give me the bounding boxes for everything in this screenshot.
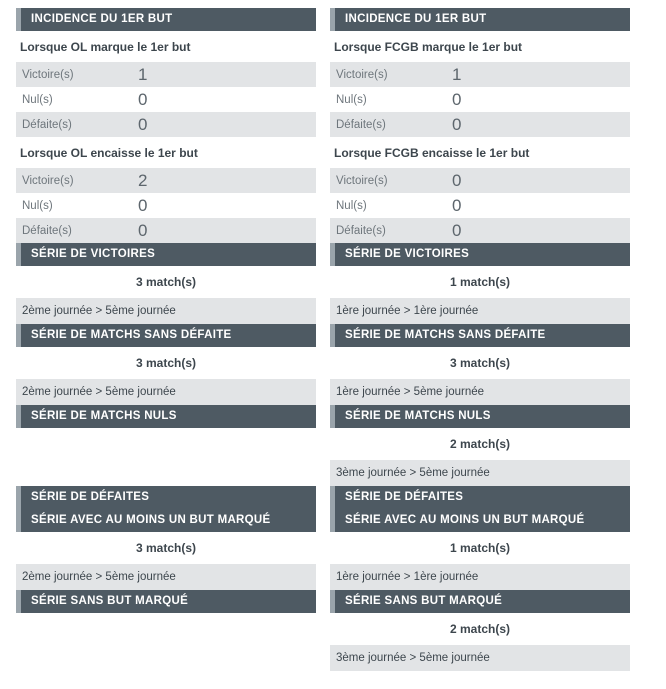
- section-serie-nuls-left: [16, 405, 316, 486]
- section-title-serie-victoires: SÉRIE DE VICTOIRES: [330, 243, 630, 266]
- section-title-serie-but-marque: SÉRIE AVEC AU MOINS UN BUT MARQUÉ: [16, 509, 316, 532]
- subtitle-encaisse-premier-but: Lorsque OL encaisse le 1er but: [20, 146, 198, 160]
- stat-label: Défaite(s): [22, 118, 72, 131]
- stat-label: Victoire(s): [336, 174, 388, 187]
- streak-range: 1ère journée > 1ère journée: [330, 564, 630, 590]
- section-serie-victoires-left: [16, 243, 316, 324]
- stat-value: 0: [138, 195, 148, 215]
- section-title-serie-defaites: SÉRIE DE DÉFAITES: [16, 486, 316, 509]
- streak-count: 3 match(s): [449, 356, 511, 370]
- section-incidence-right: [330, 8, 630, 243]
- stat-label: Nul(s): [22, 199, 53, 212]
- stat-value: 1: [138, 64, 148, 84]
- stat-row: [16, 168, 316, 193]
- streak-range: 3ème journée > 5ème journée: [330, 645, 630, 671]
- section-title-incidence: INCIDENCE DU 1ER BUT: [330, 8, 630, 31]
- streak-count: 3 match(s): [135, 356, 197, 370]
- section-title-serie-nuls: SÉRIE DE MATCHS NULS: [16, 405, 316, 428]
- section-serie-sans-but-left: [16, 590, 316, 613]
- section-serie-but-marque-left: [16, 509, 316, 590]
- streak-count: 3 match(s): [135, 275, 197, 289]
- stat-value: 0: [452, 220, 462, 240]
- section-serie-sans-but-right: [330, 590, 630, 671]
- section-title-serie-sans-but: SÉRIE SANS BUT MARQUÉ: [330, 590, 630, 613]
- subtitle-marque-premier-but: Lorsque FCGB marque le 1er but: [334, 40, 523, 54]
- stat-label: Défaite(s): [336, 118, 386, 131]
- streak-range: 1ère journée > 1ère journée: [330, 298, 630, 324]
- section-serie-nuls-right: [330, 405, 630, 486]
- stat-value: 0: [452, 195, 462, 215]
- stat-row: [16, 87, 316, 112]
- team-column-left: [16, 8, 316, 671]
- streak-range: 1ère journée > 5ème journée: [330, 379, 630, 405]
- stat-label: Victoire(s): [336, 68, 388, 81]
- streak-count: 1 match(s): [449, 275, 511, 289]
- section-title-serie-but-marque: SÉRIE AVEC AU MOINS UN BUT MARQUÉ: [330, 509, 630, 532]
- section-incidence-left: [16, 8, 316, 243]
- stat-row: [16, 193, 316, 218]
- stat-row: [330, 87, 630, 112]
- stat-row: [330, 193, 630, 218]
- stat-label: Nul(s): [22, 93, 53, 106]
- section-title-serie-nuls: SÉRIE DE MATCHS NULS: [330, 405, 630, 428]
- subtitle-encaisse-premier-but: Lorsque FCGB encaisse le 1er but: [334, 146, 530, 160]
- section-serie-sans-defaite-left: [16, 324, 316, 405]
- streak-count: [16, 428, 316, 460]
- stat-row: [330, 112, 630, 137]
- section-serie-but-marque-right: [330, 509, 630, 590]
- streak-count: 2 match(s): [449, 622, 511, 636]
- stat-label: Victoire(s): [22, 174, 74, 187]
- team-column-right: [330, 8, 630, 671]
- stat-value: 0: [138, 220, 148, 240]
- stat-value: 1: [452, 64, 462, 84]
- stat-row: [16, 62, 316, 87]
- stat-value: 0: [138, 114, 148, 134]
- stat-label: Nul(s): [336, 93, 367, 106]
- subtitle-marque-premier-but: Lorsque OL marque le 1er but: [20, 40, 191, 54]
- section-title-serie-sans-defaite: SÉRIE DE MATCHS SANS DÉFAITE: [330, 324, 630, 347]
- streak-count: 2 match(s): [449, 437, 511, 451]
- streak-range: 3ème journée > 5ème journée: [330, 460, 630, 486]
- section-serie-victoires-right: [330, 243, 630, 324]
- section-serie-defaites-right: [330, 486, 630, 509]
- section-serie-sans-defaite-right: [330, 324, 630, 405]
- stat-value: 0: [452, 114, 462, 134]
- section-title-serie-sans-but: SÉRIE SANS BUT MARQUÉ: [16, 590, 316, 613]
- stat-value: 0: [452, 89, 462, 109]
- stat-row: [16, 218, 316, 243]
- stat-value: 0: [138, 89, 148, 109]
- section-title-serie-sans-defaite: SÉRIE DE MATCHS SANS DÉFAITE: [16, 324, 316, 347]
- stat-value: 0: [452, 170, 462, 190]
- streak-range: 2ème journée > 5ème journée: [16, 298, 316, 324]
- stat-label: Défaite(s): [22, 224, 72, 237]
- section-title-incidence: INCIDENCE DU 1ER BUT: [16, 8, 316, 31]
- section-serie-defaites-left: [16, 486, 316, 509]
- section-title-serie-victoires: SÉRIE DE VICTOIRES: [16, 243, 316, 266]
- stat-row: [330, 218, 630, 243]
- stat-label: Nul(s): [336, 199, 367, 212]
- streak-range: 2ème journée > 5ème journée: [16, 379, 316, 405]
- stat-row: [330, 168, 630, 193]
- stat-value: 2: [138, 170, 148, 190]
- stat-row: [16, 112, 316, 137]
- streak-count: 3 match(s): [135, 541, 197, 555]
- streak-empty-spacer: [16, 460, 316, 486]
- streak-count: 1 match(s): [449, 541, 511, 555]
- stat-row: [330, 62, 630, 87]
- stat-label: Défaite(s): [336, 224, 386, 237]
- stat-label: Victoire(s): [22, 68, 74, 81]
- streak-range: 2ème journée > 5ème journée: [16, 564, 316, 590]
- section-title-serie-defaites: SÉRIE DE DÉFAITES: [330, 486, 630, 509]
